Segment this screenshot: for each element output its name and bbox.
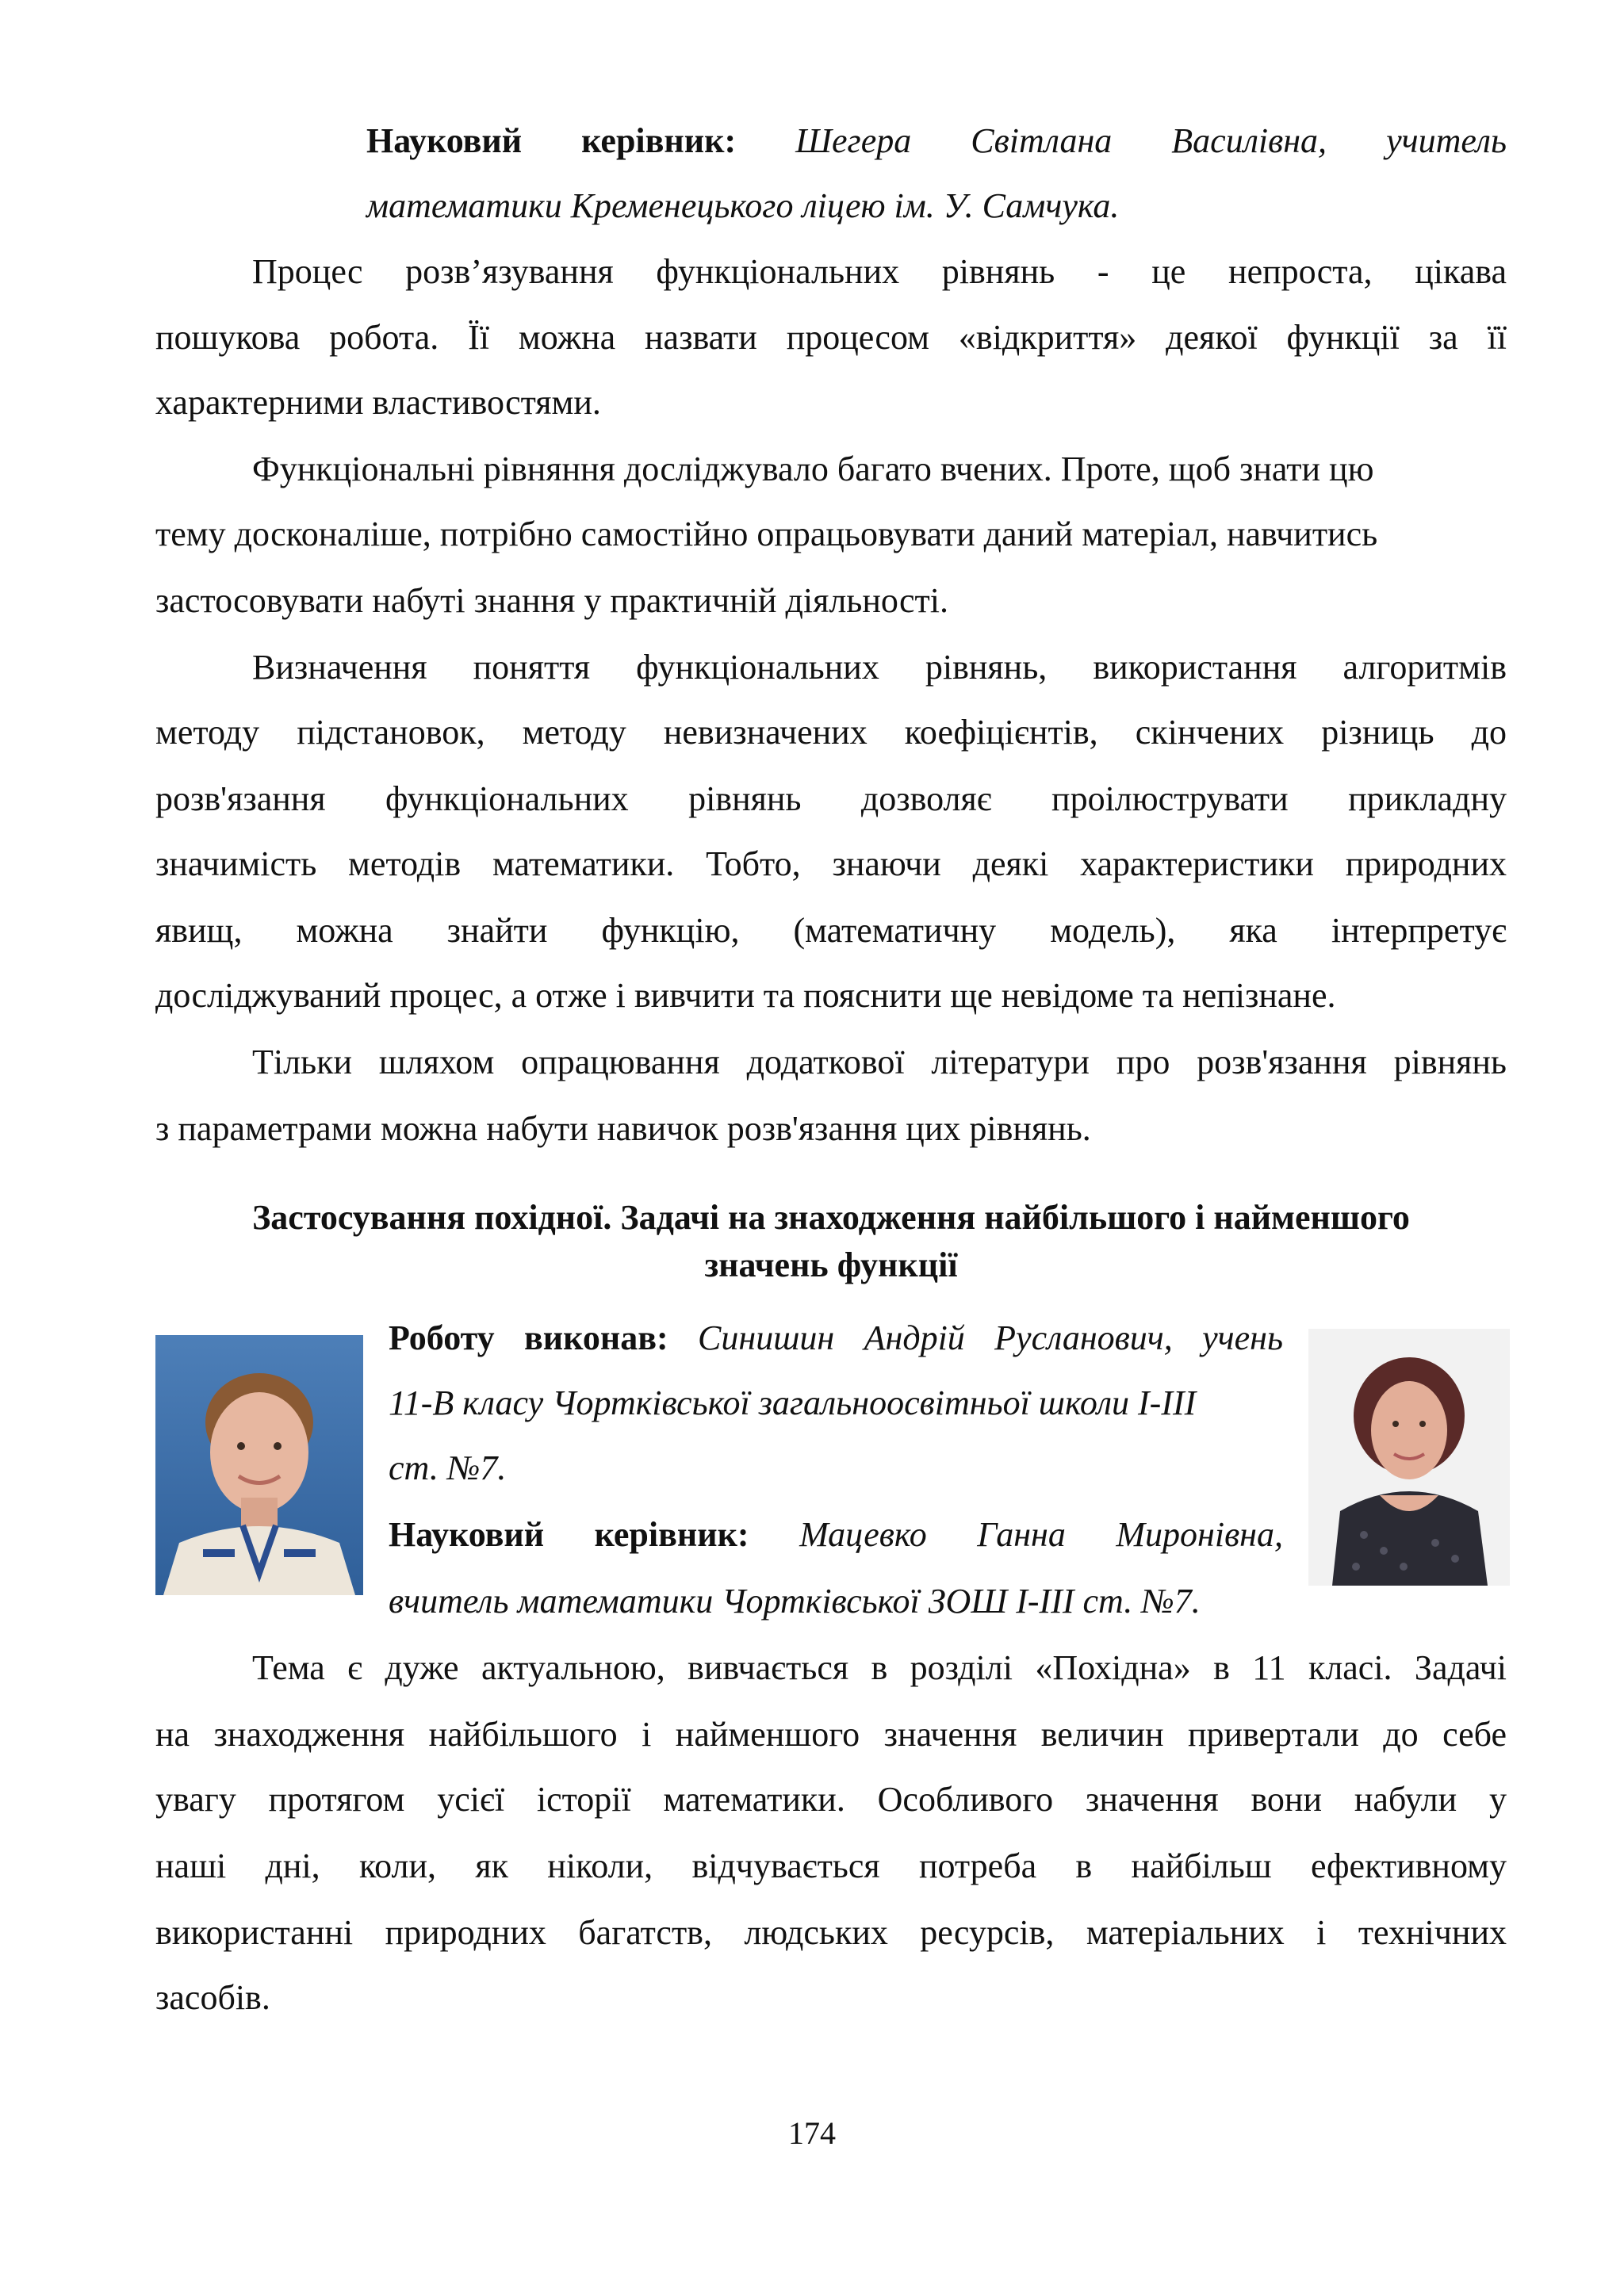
- author-line3: ст. №7.: [389, 1448, 507, 1487]
- para3-line6: досліджуваний процес, а отже і вивчити та пояснити ще невідоме та непізнане.: [155, 976, 1336, 1015]
- section-title-line1: Застосування похідної. Задачі на знаходження найбільшого і найменшого: [252, 1198, 1410, 1237]
- para1-line2: пошукова робота. Її можна назвати процесом «відкриття» деякої функції за її: [155, 318, 1507, 357]
- para3-line1: Визначення поняття функціональних рівнянь, використання алгоритмів: [252, 648, 1507, 687]
- author-label: Роботу виконав:: [389, 1318, 668, 1357]
- para4-line1: Тільки шляхом опрацювання додаткової літератури про розв'язання рівнянь: [252, 1043, 1507, 1081]
- student-photo: [155, 1335, 363, 1595]
- para5-line1: Тема є дуже актуальною, вивчається в розділі «Похідна» в 11 класі. Задачі: [252, 1648, 1507, 1687]
- para5-line3: увагу протягом усієї історії математики. Особливого значення вони набули у: [155, 1780, 1507, 1819]
- supervisor2-line2: вчитель математики Чортківської ЗОШ І-ІІІ ст. №7.: [389, 1582, 1201, 1621]
- supervisor-photo: [1308, 1329, 1510, 1586]
- para5-line4: наші дні, коли, як ніколи, відчувається потреба в найбільш ефективному: [155, 1846, 1507, 1885]
- para4-line2: з параметрами можна набути навичок розв'язання цих рівнянь.: [155, 1109, 1091, 1148]
- supervisor2-line1: [389, 1502, 1283, 1567]
- para3-line3: розв'язання функціональних рівнянь дозволяє проілюструвати прикладну: [155, 779, 1507, 818]
- supervisor1-label: Науковий керівник:: [366, 121, 737, 160]
- para3-line2: методу підстановок, методу невизначених коефіцієнтів, скінчених різниць до: [155, 713, 1507, 752]
- supervisor1-line1: [366, 108, 1507, 174]
- para2-line3: застосовувати набуті знання у практичній діяльності.: [155, 581, 948, 620]
- section-title-line2: значень функції: [704, 1246, 958, 1284]
- para1-line1: Процес розв’язування функціональних рівнянь - це непроста, цікава: [252, 252, 1507, 291]
- para2-line1: Функціональні рівняння досліджувало багато вчених. Проте, щоб знати цю: [252, 450, 1374, 488]
- para1-line3: характерними властивостями.: [155, 383, 601, 422]
- para2-line2: тему досконаліше, потрібно самостійно опрацьовувати даний матеріал, навчитись: [155, 515, 1378, 553]
- supervisor1-name: Шегера Світлана Василівна, учитель: [795, 121, 1507, 160]
- para3-line5: явищ, можна знайти функцію, (математичну модель), яка інтерпретує: [155, 911, 1507, 950]
- supervisor1-line2: математики Кременецького ліцею ім. У. Самчука.: [366, 186, 1120, 225]
- author-name: Синишин Андрій Русланович, учень: [698, 1318, 1283, 1357]
- para5-line5: використанні природних багатств, людських ресурсів, матеріальних і технічних: [155, 1913, 1507, 1952]
- supervisor2-label: Науковий керівник:: [389, 1515, 749, 1554]
- author-line1: [389, 1305, 1283, 1371]
- para3-line4: значимість методів математики. Тобто, знаючи деякі характеристики природних: [155, 844, 1507, 883]
- page-number: 174: [788, 2115, 836, 2151]
- para5-line6: засобів.: [155, 1978, 270, 2017]
- author-line2: 11-В класу Чортківської загальноосвітньої школи І-ІІІ: [389, 1383, 1197, 1422]
- para5-line2: на знаходження найбільшого і найменшого значення величин привертали до себе: [155, 1715, 1507, 1754]
- supervisor2-name: Мацевко Ганна Миронівна,: [799, 1515, 1283, 1554]
